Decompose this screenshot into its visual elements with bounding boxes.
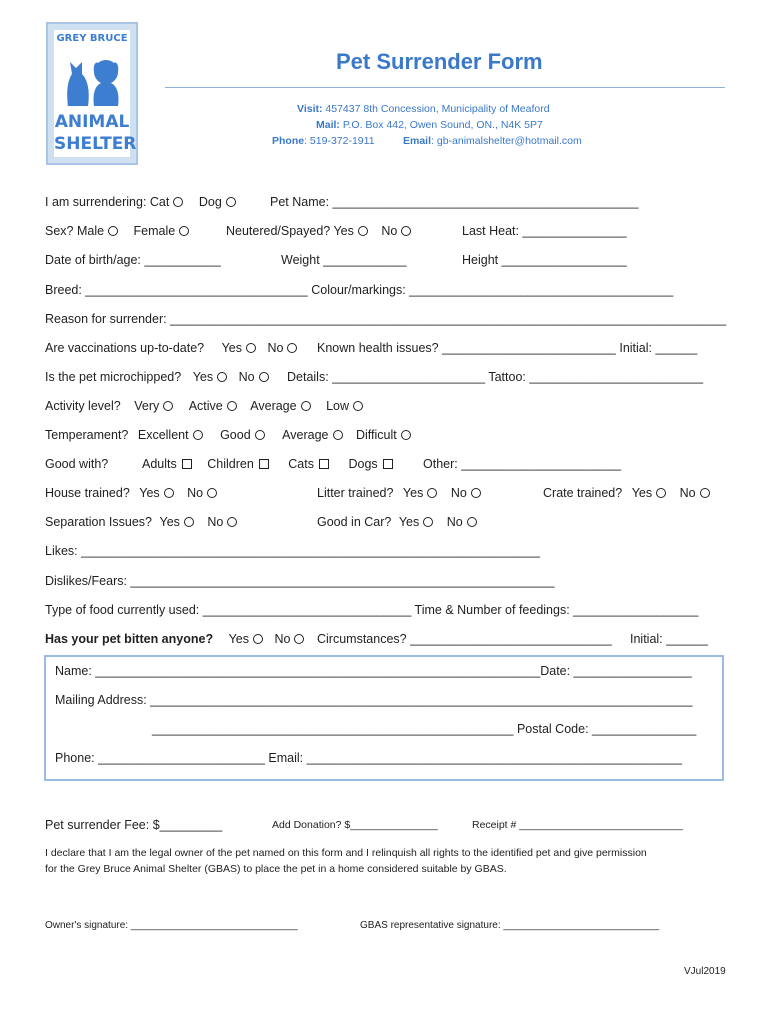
declaration-line-1: I declare that I am the legal owner of the pet named on this form and I relinquish all rights to the identified pet and give permission — [45, 847, 647, 859]
crate-yes-label: Yes — [631, 486, 653, 500]
female-label: Female — [133, 224, 176, 238]
good-with-label: Good with? — [45, 457, 109, 471]
crate-trained-label: Crate trained? — [543, 486, 623, 500]
initial-field-2[interactable]: Initial: ______ — [630, 632, 708, 646]
excellent-radio[interactable] — [193, 430, 203, 440]
mail-value: P.O. Box 442, Owen Sound, ON., N4K 5P7 — [339, 119, 543, 131]
surrender-fee-field[interactable]: Pet surrender Fee: $_________ — [45, 818, 223, 832]
dislikes-field[interactable]: Dislikes/Fears: _____________________________________________________________ — [45, 574, 555, 588]
adults-label: Adults — [142, 457, 177, 471]
mailing-address-field[interactable]: Mailing Address: ______________________________________________________________________________ — [55, 693, 693, 707]
bitten-no-radio[interactable] — [294, 634, 304, 644]
details-field[interactable]: Details: ______________________ Tattoo: _________________________ — [287, 370, 704, 384]
declaration-line-2: for the Grey Bruce Animal Shelter (GBAS) to place the pet in a home considered suitable by GBAS. — [45, 863, 507, 875]
phone-value: : 519-372-1911 — [304, 135, 375, 147]
children-label: Children — [207, 457, 254, 471]
low-label: Low — [326, 399, 350, 413]
breed-field[interactable]: Breed: ________________________________ Colour/markings: ______________________________________ — [45, 283, 674, 297]
email-label: Email — [403, 135, 432, 147]
logo-text-animal: ANIMAL — [54, 112, 130, 132]
microchip-label: Is the pet microchipped? — [45, 370, 182, 384]
postal-code-field[interactable]: ____________________________________________________ Postal Code: _______________ — [152, 722, 697, 736]
bitten-yes-label: Yes — [228, 632, 249, 646]
temperament-row — [45, 428, 411, 442]
vacc-yes-label: Yes — [221, 341, 243, 355]
low-radio[interactable] — [353, 401, 363, 411]
good-radio[interactable] — [255, 430, 265, 440]
temp-average-radio[interactable] — [333, 430, 343, 440]
food-field[interactable]: Type of food currently used: ______________________________ Time & Number of feedings: __________________ — [45, 603, 699, 617]
donation-field[interactable]: Add Donation? $_______________ — [272, 819, 438, 831]
phone-line — [272, 135, 375, 147]
surrendering-row — [45, 195, 236, 209]
litter-yes-radio[interactable] — [427, 488, 437, 498]
cat-dog-icon — [62, 50, 126, 108]
phone-email-field[interactable]: Phone: ________________________ Email: ______________________________________________________ — [55, 751, 683, 765]
crate-no-label: No — [679, 486, 696, 500]
sep-yes-label: Yes — [159, 515, 180, 529]
female-radio[interactable] — [179, 226, 189, 236]
phone-label: Phone — [272, 135, 305, 147]
dog-label: Dog — [198, 195, 222, 209]
litter-no-radio[interactable] — [471, 488, 481, 498]
height-field[interactable]: Height __________________ — [462, 253, 627, 267]
email-line — [403, 135, 582, 147]
chip-no-label: No — [238, 370, 255, 384]
litter-trained-label: Litter trained? — [317, 486, 394, 500]
activity-label: Activity level? — [45, 399, 121, 413]
house-no-radio[interactable] — [207, 488, 217, 498]
good-label: Good — [220, 428, 251, 442]
dogs-checkbox[interactable] — [383, 459, 393, 469]
car-no-label: No — [446, 515, 463, 529]
neutered-no-label: No — [381, 224, 398, 238]
bitten-label: Has your pet bitten anyone? — [45, 632, 214, 646]
circumstances-field[interactable]: Circumstances? _____________________________ — [317, 632, 612, 646]
active-label: Active — [188, 399, 223, 413]
cats-label: Cats — [288, 457, 314, 471]
house-trained-row — [45, 486, 217, 500]
receipt-field[interactable]: Receipt # ____________________________ — [472, 819, 683, 831]
litter-trained-row — [317, 486, 481, 500]
difficult-radio[interactable] — [401, 430, 411, 440]
crate-trained-row — [543, 486, 710, 500]
sep-no-radio[interactable] — [227, 517, 237, 527]
logo-text-shelter: SHELTER — [54, 134, 137, 154]
version-label: VJul2019 — [684, 966, 726, 977]
vaccinations-label: Are vaccinations up-to-date? — [45, 341, 205, 355]
litter-no-label: No — [450, 486, 467, 500]
mail-label: Mail: — [316, 119, 340, 131]
vacc-no-label: No — [267, 341, 284, 355]
logo-text-top: GREY BRUCE — [56, 33, 128, 44]
house-trained-label: House trained? — [45, 486, 130, 500]
bitten-no-label: No — [274, 632, 291, 646]
mail-line — [316, 119, 543, 131]
likes-field[interactable]: Likes: __________________________________________________________________ — [45, 544, 540, 558]
separation-label: Separation Issues? — [45, 515, 153, 529]
sep-yes-radio[interactable] — [184, 517, 194, 527]
neutered-label: Neutered/Spayed? Yes — [226, 224, 354, 238]
litter-yes-label: Yes — [402, 486, 424, 500]
good-in-car-label: Good in Car? — [317, 515, 392, 529]
car-no-radio[interactable] — [467, 517, 477, 527]
average-radio[interactable] — [301, 401, 311, 411]
visit-value: 457437 8th Concession, Municipality of Meaford — [322, 103, 550, 115]
email-value: : gb-animalshelter@hotmail.com — [431, 135, 582, 147]
temp-average-label: Average — [282, 428, 329, 442]
dogs-label: Dogs — [348, 457, 378, 471]
dob-field[interactable]: Date of birth/age: ___________ — [45, 253, 221, 267]
weight-field[interactable]: Weight ____________ — [281, 253, 407, 267]
page-title: Pet Surrender Form — [336, 49, 543, 74]
very-radio[interactable] — [163, 401, 173, 411]
visit-label: Visit: — [297, 103, 323, 115]
adults-checkbox[interactable] — [182, 459, 192, 469]
vacc-yes-radio[interactable] — [246, 343, 256, 353]
last-heat-field[interactable]: Last Heat: _______________ — [462, 224, 627, 238]
header-divider — [165, 87, 725, 88]
vacc-no-radio[interactable] — [287, 343, 297, 353]
other-field[interactable]: Other: _______________________ — [423, 457, 622, 471]
gbas-signature-field[interactable]: GBAS representative signature: ____________________________ — [360, 920, 660, 931]
microchip-row — [45, 370, 269, 384]
male-radio[interactable] — [108, 226, 118, 236]
good-in-car-row — [317, 515, 477, 529]
sex-label: Sex? Male — [45, 224, 105, 238]
house-yes-radio[interactable] — [164, 488, 174, 498]
owner-name-field[interactable]: Name: ________________________________________________________________Date: _________________ — [55, 664, 692, 678]
house-yes-label: Yes — [139, 486, 160, 500]
cats-checkbox[interactable] — [319, 459, 329, 469]
bitten-yes-radio[interactable] — [253, 634, 263, 644]
bitten-row — [45, 632, 304, 646]
children-checkbox[interactable] — [259, 459, 269, 469]
very-label: Very — [134, 399, 160, 413]
reason-field[interactable]: Reason for surrender: ________________________________________________________________________________ — [45, 312, 727, 326]
difficult-label: Difficult — [355, 428, 397, 442]
sex-row — [45, 224, 189, 238]
crate-no-radio[interactable] — [700, 488, 710, 498]
owner-signature-field[interactable]: Owner's signature: ______________________________ — [45, 920, 298, 931]
surrendering-label: I am surrendering: Cat — [45, 195, 170, 209]
active-radio[interactable] — [227, 401, 237, 411]
neutered-yes-radio[interactable] — [358, 226, 368, 236]
visit-line — [297, 103, 550, 115]
neutered-row — [226, 224, 411, 238]
good-with-row — [142, 457, 393, 471]
car-yes-radio[interactable] — [423, 517, 433, 527]
shelter-logo — [46, 22, 138, 165]
health-issues-field[interactable]: Known health issues? _________________________ Initial: ______ — [317, 341, 698, 355]
average-label: Average — [250, 399, 297, 413]
separation-row — [45, 515, 237, 529]
excellent-label: Excellent — [137, 428, 189, 442]
car-yes-label: Yes — [398, 515, 420, 529]
chip-yes-label: Yes — [192, 370, 214, 384]
sep-no-label: No — [207, 515, 224, 529]
pet-name-field[interactable]: Pet Name: ____________________________________________ — [270, 195, 639, 209]
temperament-label: Temperament? — [45, 428, 129, 442]
cat-radio[interactable] — [173, 197, 183, 207]
chip-yes-radio[interactable] — [217, 372, 227, 382]
activity-row — [45, 399, 363, 413]
chip-no-radio[interactable] — [259, 372, 269, 382]
neutered-no-radio[interactable] — [401, 226, 411, 236]
crate-yes-radio[interactable] — [656, 488, 666, 498]
house-no-label: No — [187, 486, 204, 500]
vaccinations-row — [45, 341, 297, 355]
dog-radio[interactable] — [226, 197, 236, 207]
